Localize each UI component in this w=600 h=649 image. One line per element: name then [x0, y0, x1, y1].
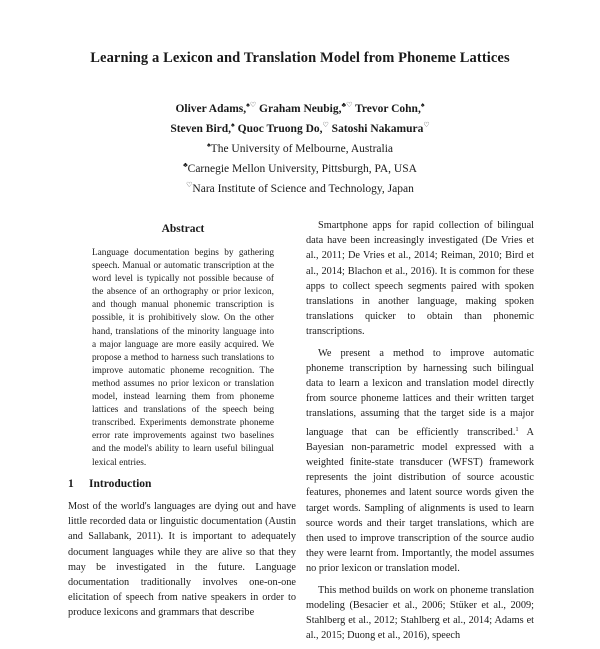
affiliation-text: The University of Melbourne, Australia	[210, 143, 394, 155]
footnote-mark: 1	[515, 425, 519, 433]
author-name: Quoc Truong Do,	[237, 123, 323, 135]
author-line-1	[0, 97, 600, 117]
author-name: Trevor Cohn,	[355, 103, 421, 115]
affiliation-mark: ♡	[423, 121, 430, 129]
body-text: A Bayesian non-parametric model expressed with a weighted finite-state transducer (WFST) framework represents the joint distribution of source acoustic features, phonemes and latent source words given the target words. Sampling of alignments is used to learn source words and their target translations, which are then used to improve transcription of the source audio they were learnt from. Importantly, the model assumes no prior lexicon or translation model.	[306, 426, 534, 575]
body-paragraph: This method builds on work on phoneme translation modeling (Besacier et al., 2006; Stüker et al., 2009; Stahlberg et al., 2012; Stahlberg et al., 2014; Adams et al., 2015; Duong et al., 2016), speech	[306, 584, 534, 642]
author-name: Steven Bird,	[170, 123, 232, 135]
affiliation-3	[0, 177, 600, 197]
affiliation-mark: ♠	[231, 121, 235, 129]
affiliation-1	[0, 137, 600, 157]
paper-title: Learning a Lexicon and Translation Model from Phoneme Lattices	[90, 50, 510, 66]
section-title: Introduction	[89, 478, 152, 490]
abstract-body: Language documentation begins by gathering speech. Manual or automatic transcription at the word level is typically not possible because of the absence of an orthography or prior lexicon, and though manual phonemic transcription is possible, it is prohibitively slow. On the other hand, translations of the minority language into a major language are more easily acquired. We propose a method to harness such translations to improve automatic phoneme recognition. The method assumes no prior lexicon or translation model, instead learning them from phoneme lattices and translations of the speech being transcribed. Experiments demonstrate phoneme error rate improvements against two baselines and the model's ability to learn useful bilingual lexical entries.	[92, 248, 274, 468]
author-line-2	[0, 117, 600, 137]
affiliation-mark: ♣	[183, 161, 188, 169]
affiliation-mark: ♡	[186, 181, 193, 189]
abstract-heading: Abstract	[161, 223, 205, 235]
section-number: 1	[68, 478, 74, 490]
body-text: We present a method to improve automatic phoneme transcription by harnessing such bilingual data to learn a lexicon and translation model directly from source phoneme lattices and their written target translations, assuming that the target side is a major language that can be efficiently transcribed.	[306, 347, 534, 438]
intro-paragraph: Most of the world's languages are dying out and have little recorded data or linguistic documentation (Austin and Sallabank, 2011). It is important to adequately document languages while they are alive so that they may be investigated in the future. Language documentation traditionally involves one-on-one elicitation of speech from native speakers in order to produce lexicons and grammars that describe	[68, 501, 296, 619]
author-name: Graham Neubig,	[259, 103, 342, 115]
affiliation-mark: ♠♡	[246, 101, 257, 109]
affiliation-text: Nara Institute of Science and Technology, Japan	[192, 183, 414, 195]
affiliation-mark: ♠	[206, 141, 211, 149]
body-paragraph: Smartphone apps for rapid collection of bilingual data have been increasingly investigated (De Vries et al., 2011; De Vries et al., 2014; Reiman, 2010; Bird et al., 2014; Blachon et al., 2016). It is common for these apps to collect speech segments paired with spoken translations in another language, making spoken translations quicker to obtain than phonemic transcriptions.	[306, 220, 534, 338]
body-paragraph	[306, 346, 534, 577]
affiliation-text: Carnegie Mellon University, Pittsburgh, PA, USA	[187, 163, 417, 175]
author-block	[0, 97, 600, 197]
affiliation-2	[0, 157, 600, 177]
affiliation-mark: ♡	[322, 121, 329, 129]
right-column	[306, 218, 534, 649]
author-name: Satoshi Nakamura	[331, 123, 424, 135]
affiliation-mark: ♠	[420, 101, 425, 109]
author-name: Oliver Adams,	[175, 103, 247, 115]
affiliation-mark: ♣♡	[341, 101, 353, 109]
section-heading	[68, 478, 151, 490]
left-column	[68, 223, 298, 470]
